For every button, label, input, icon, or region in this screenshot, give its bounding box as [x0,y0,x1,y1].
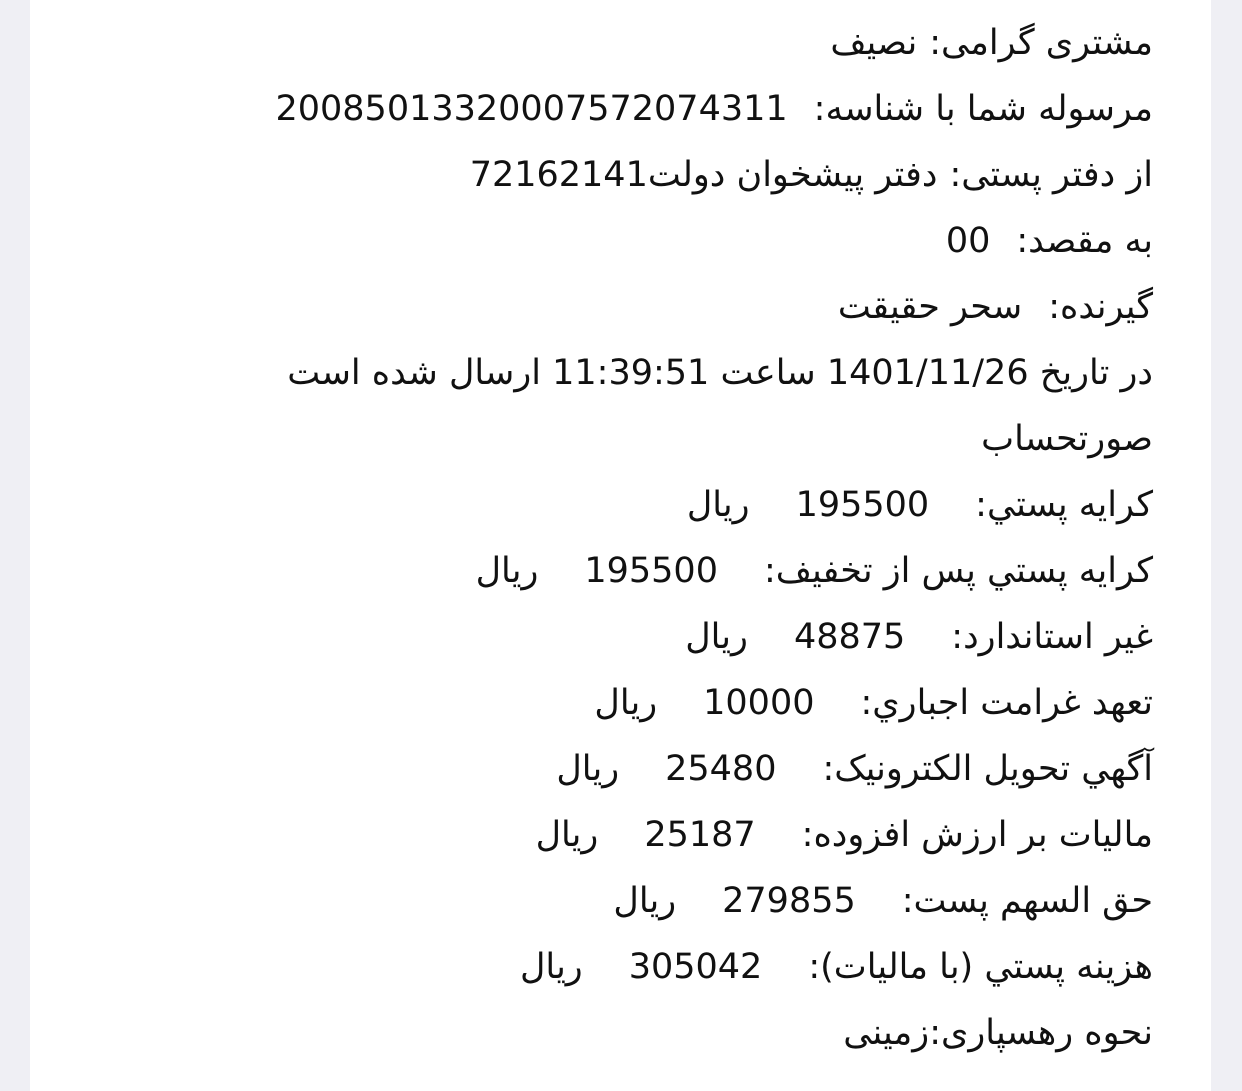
sent-suffix: ارسال شده است [287,353,541,393]
customer-line [275,10,1153,76]
invoice-unit: ريال [475,551,539,591]
message-bubble [30,0,1211,1091]
invoice-label: آگهي تحويل الكترونيک: [822,749,1153,789]
invoice-row [275,538,1153,604]
invoice-label: كرايه پستي: [975,485,1153,525]
date-prefix: در تاریخ [1039,353,1153,393]
invoice-unit: ريال [535,815,599,855]
invoice-unit: ريال [519,947,583,987]
invoice-amount: 25480 [665,749,777,789]
invoice-row [275,670,1153,736]
invoice-row [275,868,1153,934]
time-label: ساعت [720,353,816,393]
recipient-name: سحر حقیقت [837,287,1023,327]
destination-label: به مقصد: [1016,221,1153,261]
shipment-label: مرسوله شما با شناسه: [813,89,1153,129]
invoice-amount: 305042 [628,947,763,987]
invoice-unit: ريال [613,881,677,921]
shipment-line [275,76,1153,142]
invoice-row [275,736,1153,802]
invoice-heading: صورتحساب [981,419,1153,459]
recipient-label: گیرنده: [1048,287,1153,327]
sent-time: 11:39:51 [552,353,710,393]
invoice-unit: ريال [556,749,620,789]
sent-date: 1401/11/26 [826,353,1029,393]
office-code: 72162141 [469,155,648,195]
customer-name: نصیف [830,23,918,63]
invoice-label: تعهد غرامت اجباري: [860,683,1153,723]
invoice-amount: 195500 [795,485,930,525]
invoice-label: هزينه پستي (با ماليات): [808,947,1153,987]
invoice-unit: ريال [686,485,750,525]
invoice-amount: 279855 [722,881,856,921]
invoice-label: غير استاندارد: [951,617,1153,657]
invoice-label: ماليات بر ارزش افزوده: [801,815,1153,855]
invoice-row [275,802,1153,868]
invoice-amount: 25187 [644,815,756,855]
sent-date-line [275,340,1153,406]
invoice-amount: 10000 [703,683,815,723]
invoice-label: كرايه پستي پس از تخفيف: [763,551,1153,591]
office-line [275,142,1153,208]
invoice-label: حق السهم پست: [901,881,1153,921]
shipment-id: 20085013320007572074311 [275,89,788,129]
customer-label: مشتری گرامی: [929,23,1153,63]
invoice-row [275,604,1153,670]
destination-line [275,208,1153,274]
invoice-unit: ريال [594,683,658,723]
office-name: دفتر پیشخوان دولت [647,155,938,195]
delivery-method: نحوه رهسپاری:زمینی [843,1013,1153,1053]
invoice-amount: 195500 [584,551,718,591]
invoice-row [275,472,1153,538]
office-label: از دفتر پستی: [949,155,1153,195]
recipient-line [275,274,1153,340]
destination-value: 00 [945,221,991,261]
invoice-row [275,934,1153,1000]
message-text [275,10,1153,1066]
invoice-amount: 48875 [793,617,906,657]
invoice-unit: ريال [685,617,748,657]
